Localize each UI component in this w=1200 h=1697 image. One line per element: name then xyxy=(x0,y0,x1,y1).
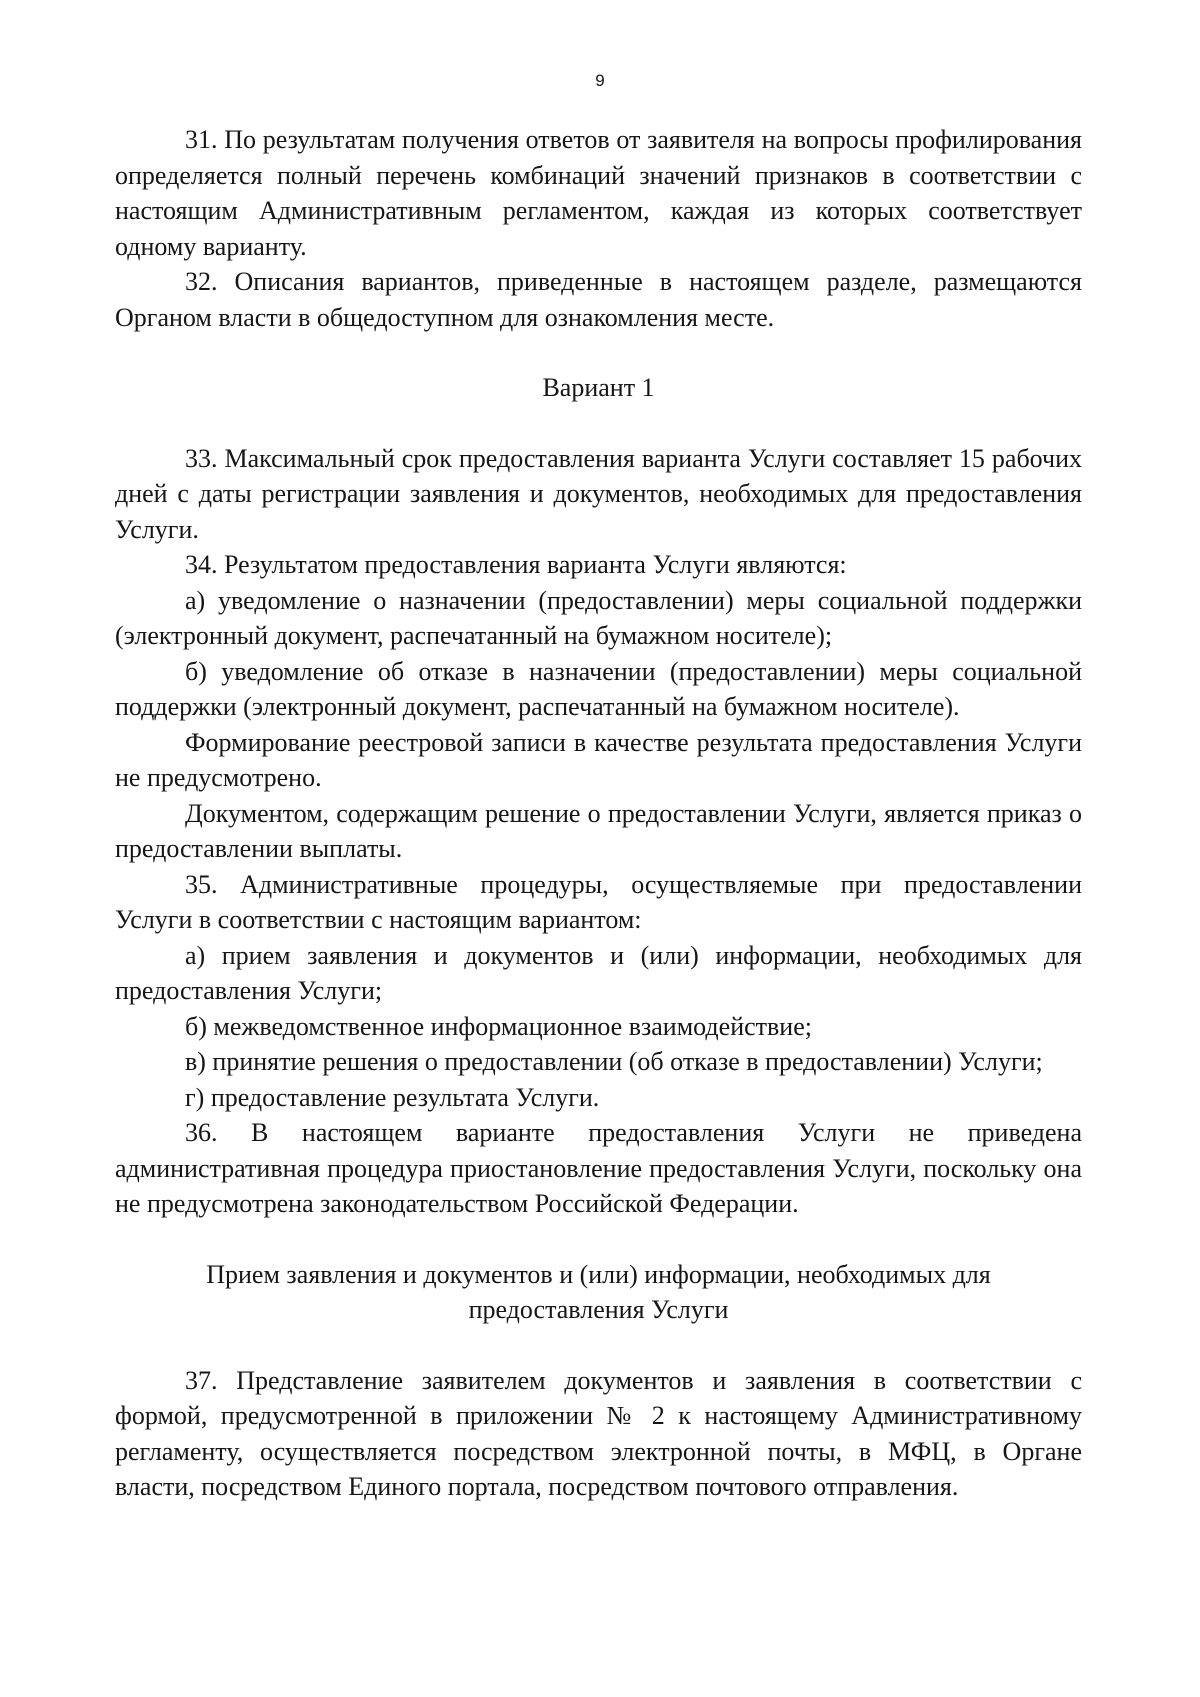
section-heading-line-1: Прием заявления и документов и (или) информации, необходимых для xyxy=(206,1259,991,1289)
section-heading xyxy=(115,1257,1082,1328)
page-number: 9 xyxy=(595,71,605,90)
paragraph-34-a: а) уведомление о назначении (предоставлении) меры социальной поддержки (электронный документ, распечатанный на бумажном носителе); xyxy=(115,585,1082,650)
paragraph-35-b: б) межведомственное информационное взаимодействие; xyxy=(185,1011,812,1041)
paragraph-37: 37. Представление заявителем документов и заявления в соответствии с формой, предусмотренной в приложении № 2 к настоящему Административному регламенту, осуществляется посредством электронной почты, в МФЦ, в Органе власти, посредством Единого портала, посредством почтового отправления. xyxy=(115,1365,1082,1501)
paragraph-35-g: г) предоставление результата Услуги. xyxy=(185,1082,600,1112)
paragraph-35: 35. Административные процедуры, осуществляемые при предоставлении Услуги в соответствии с настоящим вариантом: xyxy=(115,869,1082,934)
paragraph-33: 33. Максимальный срок предоставления варианта Услуги составляет 15 рабочих дней с даты регистрации заявления и документов, необходимых для предоставления Услуги. xyxy=(115,443,1082,544)
paragraph-registry-note: Формирование реестровой записи в качестве результата предоставления Услуги не предусмотрено. xyxy=(115,727,1082,792)
paragraph-34-b: б) уведомление об отказе в назначении (предоставлении) меры социальной поддержки (электронный документ, распечатанный на бумажном носителе). xyxy=(115,656,1082,721)
paragraph-31: 31. По результатам получения ответов от заявителя на вопросы профилирования определяется полный перечень комбинаций значений признаков в соответствии с настоящим Административным регламентом, каждая из которых соответствует одному варианту. xyxy=(115,125,1082,261)
paragraph-35-v: в) принятие решения о предоставлении (об отказе в предоставлении) Услуги; xyxy=(185,1047,1043,1076)
variant-heading: Вариант 1 xyxy=(542,373,655,402)
paragraph-36: 36. В настоящем варианте предоставления Услуги не приведена административная процедура приостановление предоставления Услуги, поскольку она не предусмотрена законодательством Российской Федерации. xyxy=(115,1118,1082,1218)
section-heading-line-2: предоставления Услуги xyxy=(468,1295,729,1324)
paragraph-35-a: а) прием заявления и документов и (или) информации, необходимых для предоставления Услуги; xyxy=(115,940,1082,1005)
paragraph-32: 32. Описания вариантов, приведенные в настоящем разделе, размещаются Органом власти в общедоступном для ознакомления месте. xyxy=(115,267,1082,332)
paragraph-decision-document: Документом, содержащим решение о предоставлении Услуги, является приказ о предоставлении выплаты. xyxy=(115,798,1082,863)
document-body xyxy=(115,122,1082,1505)
paragraph-34: 34. Результатом предоставления варианта Услуги являются: xyxy=(185,550,847,579)
